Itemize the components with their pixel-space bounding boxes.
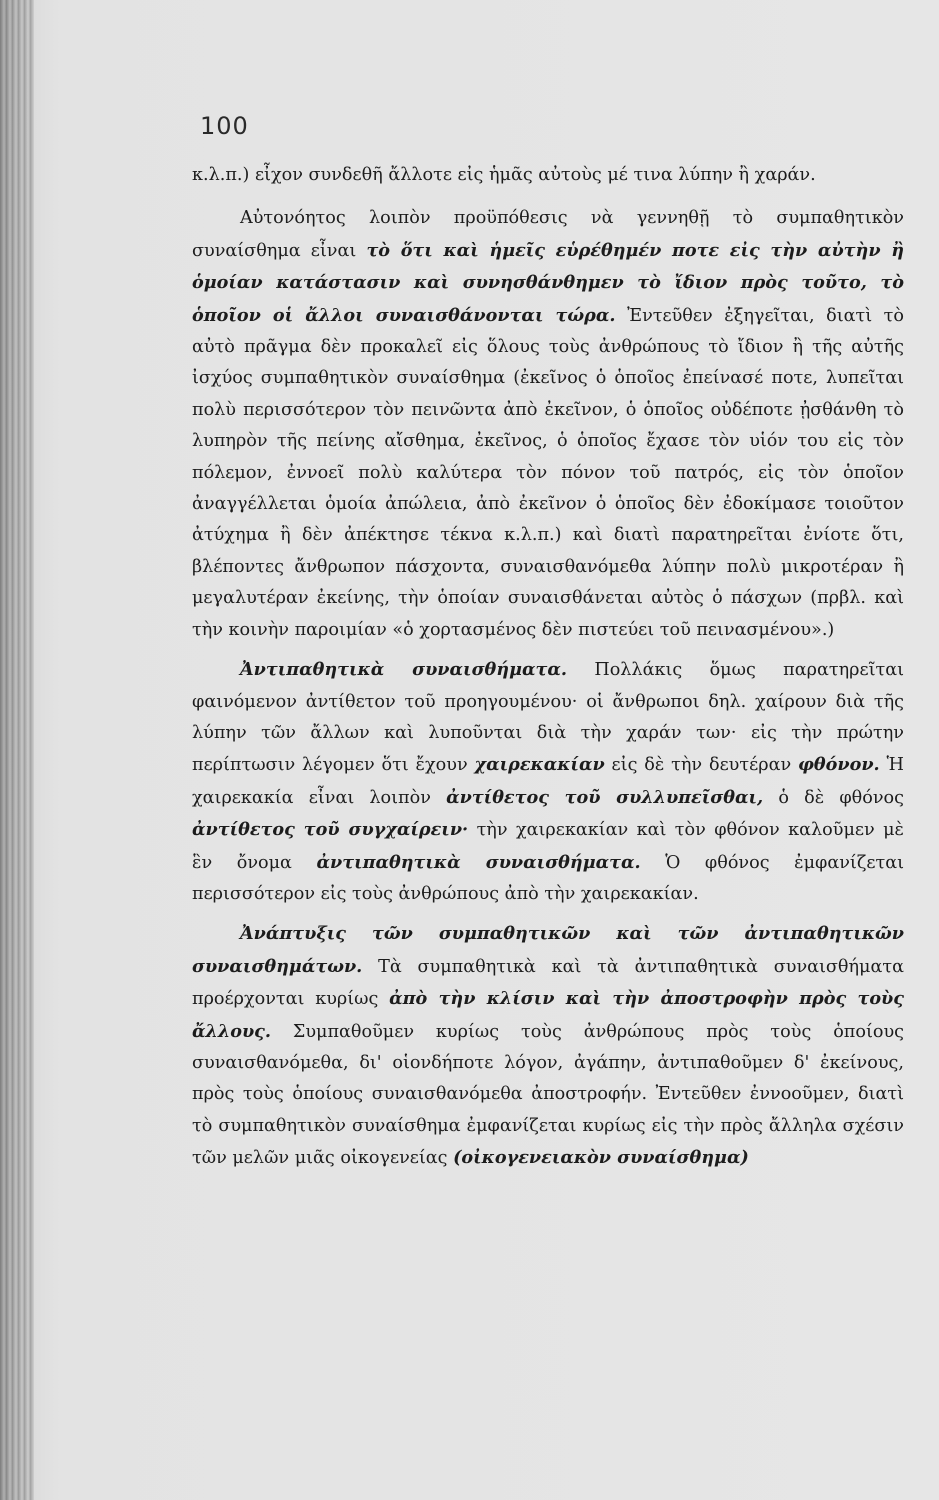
text-run: Αὐτονόητος λοιπὸν προϋπόθεσις νὰ γεννηθῇ τὸ συμπαθητικὸν συναίσθημα εἶναι [192,208,904,261]
text-run: Συμπαθοῦμεν κυρίως τοὺς ἀνθρώπους πρὸς τοὺς ὁποίους συναισθανόμεθα, δι' οἱονδήποτε λόγον, ἀγάπην, ἀντιπαθοῦμεν δ' ἐκείνους, πρὸς τοὺς ὁποίους συναισθανόμεθα ἀποστροφήν. Ἐντεῦθεν ἐννοοῦμεν, διατὶ τὸ συμπαθητικὸν συναίσθημα ἐμφανίζεται κυρίως εἰς τὴν πρὸς ἄλληλα σχέσιν τῶν μελῶν μιᾶς οἰκογενείας [192,1021,904,1169]
paragraph-precondition [192,203,904,646]
text-run: Πολλάκις ὅμως παρατηρεῖται φαινόμενον ἀντίθετον τοῦ προηγουμένου· οἱ ἄνθρωποι δηλ. χαίρουν διὰ τῆς λύπην τῶν ἄλλων καὶ λυποῦνται διὰ τὴν χαράν των· εἰς τὴν πρώτην περίπτωσιν λέγομεν ὅτι ἔχουν [192,660,904,776]
emphasized-text: ἀντίθετος τοῦ συλλυπεῖσθαι, [446,786,764,808]
paragraph-continuation [192,160,904,191]
emphasized-text: ἀντιπαθητικὰ συναισθήματα. [316,851,641,873]
paragraph-antipathetic-feelings [192,654,904,910]
emphasized-text: Ἀντιπαθητικὰ συναισθήματα. [240,659,567,681]
paragraph-development-of-feelings [192,918,904,1174]
emphasized-text: χαιρεκακίαν [474,754,605,776]
emphasized-text: ἀντίθετος τοῦ συγχαίρειν· [192,819,469,841]
text-run: Ἡ χαιρεκακία εἶναι λοιπὸν [192,755,904,808]
text-run: κ.λ.π.) εἶχον συνδεθῆ ἄλλοτε εἰς ἡμᾶς αὐτοὺς μέ τινα λύπην ἢ χαράν. [192,165,816,185]
body-text [192,160,904,1175]
text-run: τὴν χαιρεκακίαν καὶ τὸν φθόνον καλοῦμεν μὲ ἓν ὄνομα [192,820,904,873]
page-number: 100 [200,112,249,140]
text-run: Ἐντεῦθεν ἐξηγεῖται, διατὶ τὸ αὐτὸ πρᾶγμα δὲν προκαλεῖ εἰς ὅλους τοὺς ἀνθρώπους τὸ ἴδιον ἢ τῆς αὐτῆς ἰσχύος συμπαθητικὸν συναίσθημα (ἐκεῖνος ὁ ὁποῖος ἐπείνασέ ποτε, λυπεῖται πολὺ περισσότερον τὸν πεινῶντα ἀπὸ ἐκεῖνον, ὁ ὁποῖος οὐδέποτε ᾐσθάνθη τὸ λυπηρὸν τῆς πείνης αἴσθημα, ἐκεῖνος, ὁ ὁποῖος ἔχασε τὸν υἱόν του εἰς τὸν πόλεμον, ἐννοεῖ πολὺ καλύτερα τὸν πόνον τοῦ πατρός, εἰς τὸν ὁποῖον ἀναγγέλλεται ὁμοία ἀπώλεια, ἀπὸ ἐκεῖνον ὁ ὁποῖος δὲν ἐδοκίμασε τοιοῦτον ἀτύχημα ἢ δὲν ἀπέκτησε τέκνα κ.λ.π.) καὶ διατὶ παρατηρεῖται ἐνίοτε ὅτι, βλέποντες ἄνθρωπον πάσχοντα, συναισθανόμεθα λύπην πολὺ μικροτέραν ἢ μεγαλυτέραν ἐκείνης, τὴν ὁποίαν συναισθάνεται αὐτὸς ὁ πάσχων (πρβλ. καὶ τὴν κοινὴν παροιμίαν «ὁ χορτασμένος δὲν πιστεύει τοῦ πεινασμένου».) [192,305,904,640]
text-run: εἰς δὲ τὴν δευτέραν [604,755,798,776]
emphasized-text: ἀπὸ τὴν κλίσιν καὶ τὴν ἀποστροφὴν πρὸς τοὺς ἄλλους. [192,988,904,1042]
text-run: ὁ δὲ φθόνος [763,787,904,808]
emphasized-text: τὸ ὅτι καὶ ἡμεῖς εὑρέθημέν ποτε εἰς τὴν αὐτὴν ἢ ὁμοίαν κατάστασιν καὶ συνησθάνθημεν τὸ ἴδιον πρὸς τοῦτο, τὸ ὁποῖον οἱ ἄλλοι συναισθάνονται τώρα. [192,239,904,326]
emphasized-text: φθόνον. [798,754,880,776]
page-edge-shadow [0,0,34,1500]
emphasized-text: (οἰκογενειακὸν συναίσθημα) [453,1147,749,1169]
text-run: Ὁ φθόνος ἐμφανίζεται περισσότερον εἰς τοὺς ἀνθρώπους ἀπὸ τὴν χαιρεκακίαν. [192,852,904,904]
text-run: Τὰ συμπαθητικὰ καὶ τὰ ἀντιπαθητικὰ συναισθήματα προέρχονται κυρίως [192,956,904,1010]
emphasized-text: Ἀνάπτυξις τῶν συμπαθητικῶν καὶ τῶν ἀντιπαθητικῶν συναισθημάτων. [192,923,904,977]
